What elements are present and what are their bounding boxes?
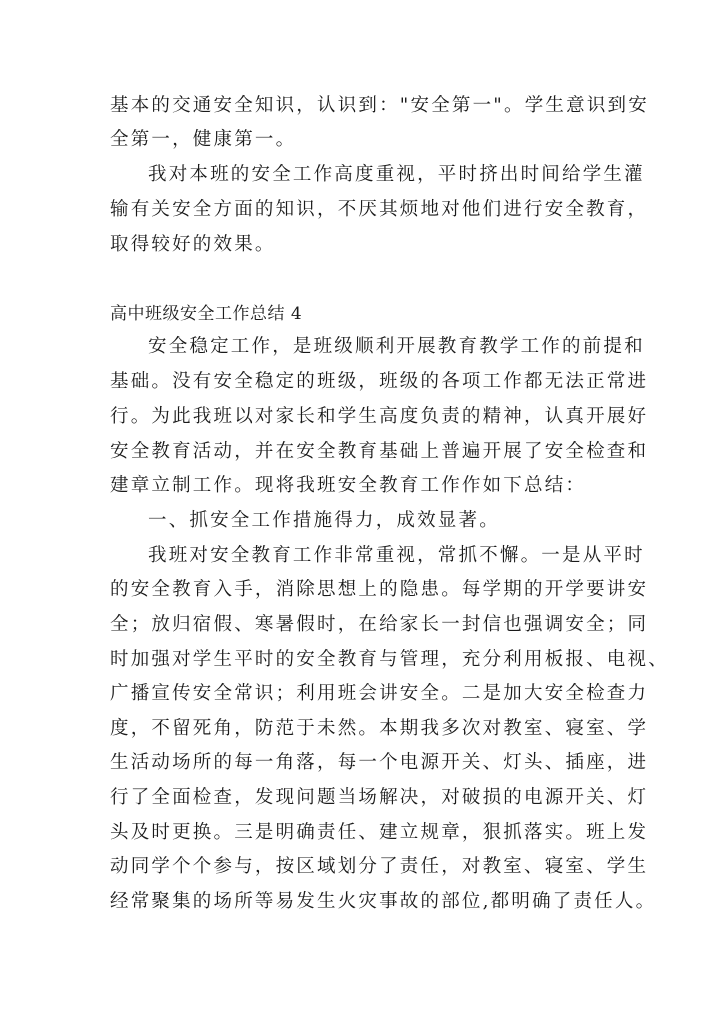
text-line: 基本的交通安全知识，认识到："安全第一"。学生意识到安 — [110, 95, 649, 116]
text-line: 度，不留死角，防范于未然。本期我多次对教室、寝室、学 — [110, 718, 649, 739]
text-line: 全第一，健康第一。 — [110, 129, 297, 150]
text-line: 时加强对学生平时的安全教育与管理，充分利用板报、电视、 — [110, 649, 669, 670]
text-line: 经常聚集的场所等易发生火灾事故的部位,都明确了责任人。 — [110, 891, 657, 912]
text-line: 的安全教育入手，消除思想上的隐患。每学期的开学要讲安 — [110, 579, 649, 600]
text-line: 建章立制工作。现将我班安全教育工作作如下总结： — [110, 475, 587, 496]
text-line: 取得较好的效果。 — [110, 234, 276, 255]
text-line: 行。为此我班以对家长和学生高度负责的精神，认真开展好 — [110, 406, 649, 427]
text-line: 我对本班的安全工作高度重视，平时挤出时间给学生灌 — [148, 164, 645, 185]
point-heading: 一、抓安全工作措施得力，成效显著。 — [148, 510, 500, 531]
text-line: 广播宣传安全常识；利用班会讲安全。二是加大安全检查力 — [110, 683, 649, 704]
text-line: 安全稳定工作，是班级顺利开展教育教学工作的前提和 — [148, 336, 645, 357]
text-line: 生活动场所的每一角落，每一个电源开关、灯头、插座，进 — [110, 752, 649, 773]
text-line: 安全教育活动，并在安全教育基础上普遍开展了安全检查和 — [110, 441, 649, 462]
section-title: 高中班级安全工作总结 4 — [110, 304, 303, 324]
text-line: 我班对安全教育工作非常重视，常抓不懈。一是从平时 — [148, 545, 645, 566]
text-line: 动同学个个参与，按区域划分了责任，对教室、寝室、学生 — [110, 856, 649, 877]
text-line: 头及时更换。三是明确责任、建立规章，狠抓落实。班上发 — [110, 822, 649, 843]
text-line: 基础。没有安全稳定的班级，班级的各项工作都无法正常进 — [110, 371, 649, 392]
text-line: 输有关安全方面的知识，不厌其烦地对他们进行安全教育， — [110, 199, 649, 220]
text-line: 全；放归宿假、寒暑假时，在给家长一封信也强调安全；同 — [110, 614, 649, 635]
text-line: 行了全面检查，发现问题当场解决，对破损的电源开关、灯 — [110, 787, 649, 808]
